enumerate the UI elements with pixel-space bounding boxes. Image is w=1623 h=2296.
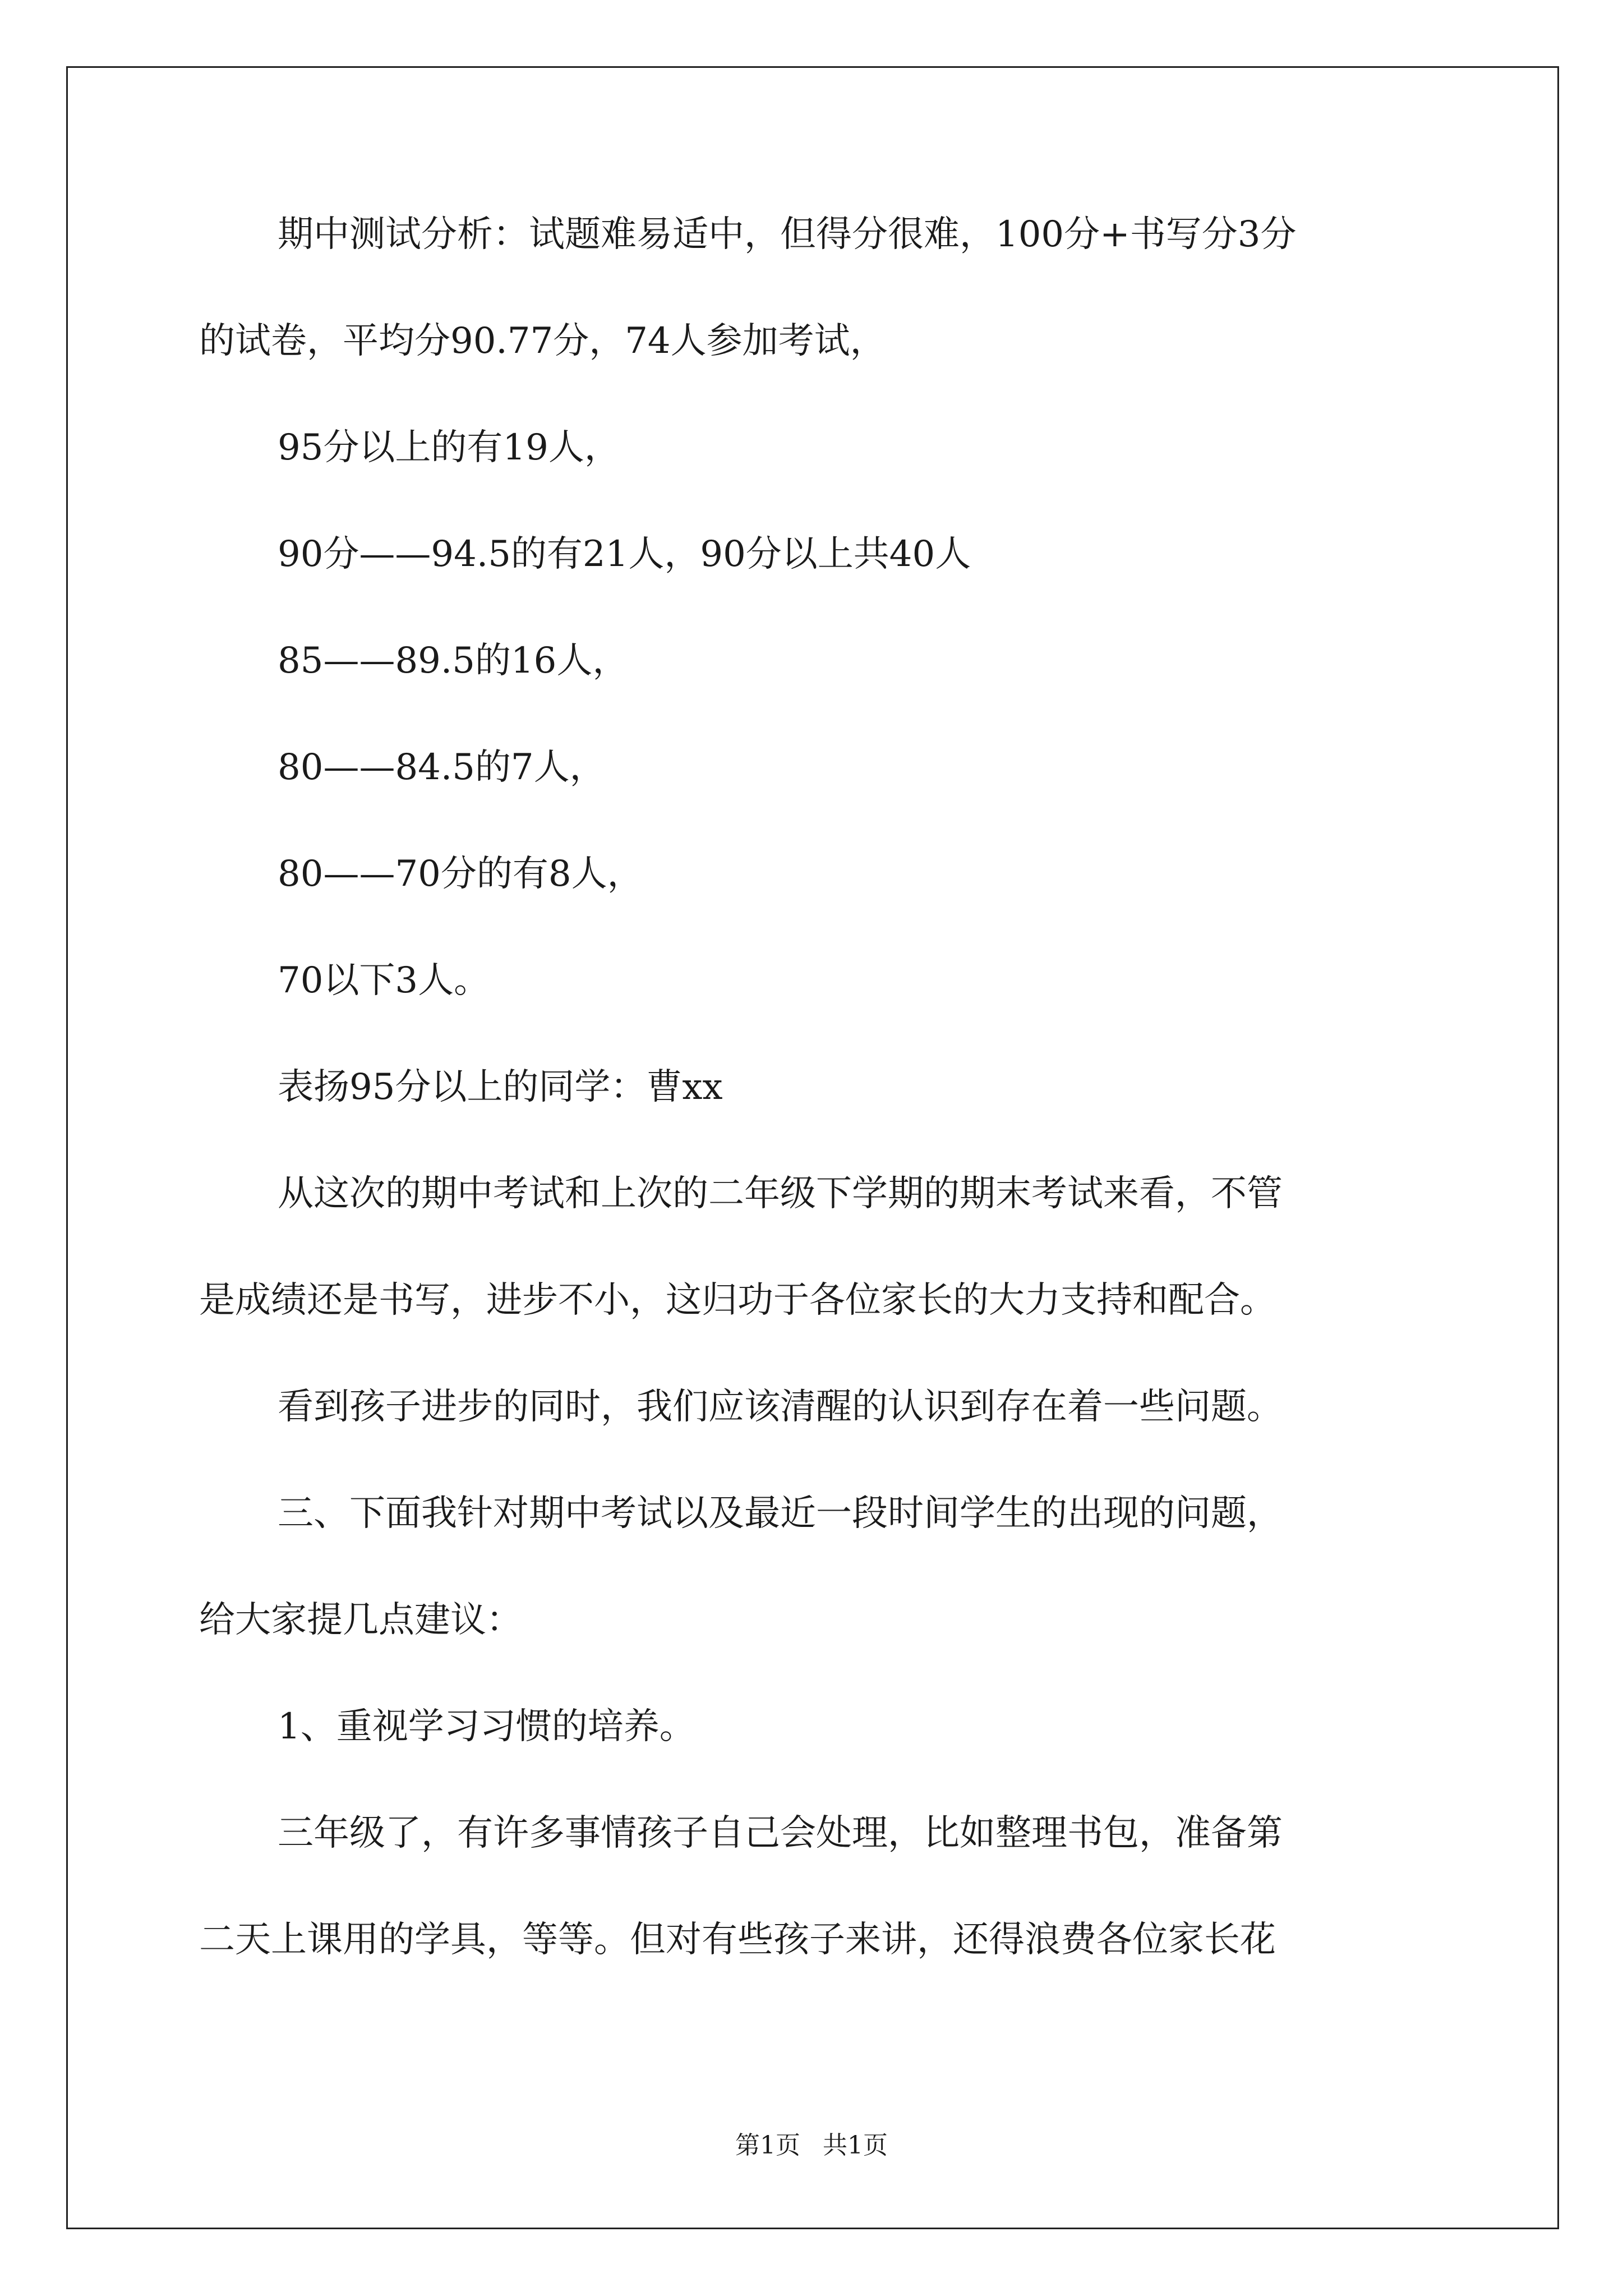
page-number-total: 共1页 (823, 2131, 888, 2160)
paragraph-line: 三年级了，有许多事情孩子自己会处理，比如整理书包，准备第 (278, 1812, 1283, 1854)
paragraph-line: 的试卷，平均分90.77分，74人参加考试， (199, 320, 886, 362)
paragraph-line: 看到孩子进步的同时，我们应该清醒的认识到存在着一些问题。 (278, 1386, 1283, 1428)
paragraph-line: 80——70分的有8人， (278, 853, 643, 895)
paragraph-line: 期中测试分析：试题难易适中，但得分很难，100分+书写分3分 (278, 214, 1297, 255)
paragraph-line: 三、下面我针对期中考试以及最近一段时间学生的出现的问题， (278, 1493, 1283, 1534)
paragraph-line: 90分——94.5的有21人，90分以上共40人 (278, 533, 971, 575)
paragraph-line: 1、重视学习习惯的培养。 (278, 1706, 695, 1747)
paragraph-line: 从这次的期中考试和上次的二年级下学期的期末考试来看，不管 (278, 1173, 1283, 1214)
page-border (66, 66, 1559, 2229)
paragraph-line: 是成绩还是书写，进步不小，这归功于各位家长的大力支持和配合。 (199, 1280, 1276, 1321)
paragraph-line: 给大家提几点建议： (199, 1599, 522, 1641)
paragraph-line: 表扬95分以上的同学：曹xx (278, 1066, 723, 1108)
page-number-current: 第1页 (735, 2131, 800, 2160)
page-footer (0, 2132, 1623, 2160)
paragraph-line: 二天上课用的学具，等等。但对有些孩子来讲，还得浪费各位家长花 (199, 1919, 1276, 1961)
paragraph-line: 95分以上的有19人， (278, 427, 620, 468)
paragraph-line: 70以下3人。 (278, 960, 490, 1001)
paragraph-line: 80——84.5的7人， (278, 747, 606, 788)
paragraph-line: 85——89.5的16人， (278, 640, 629, 682)
